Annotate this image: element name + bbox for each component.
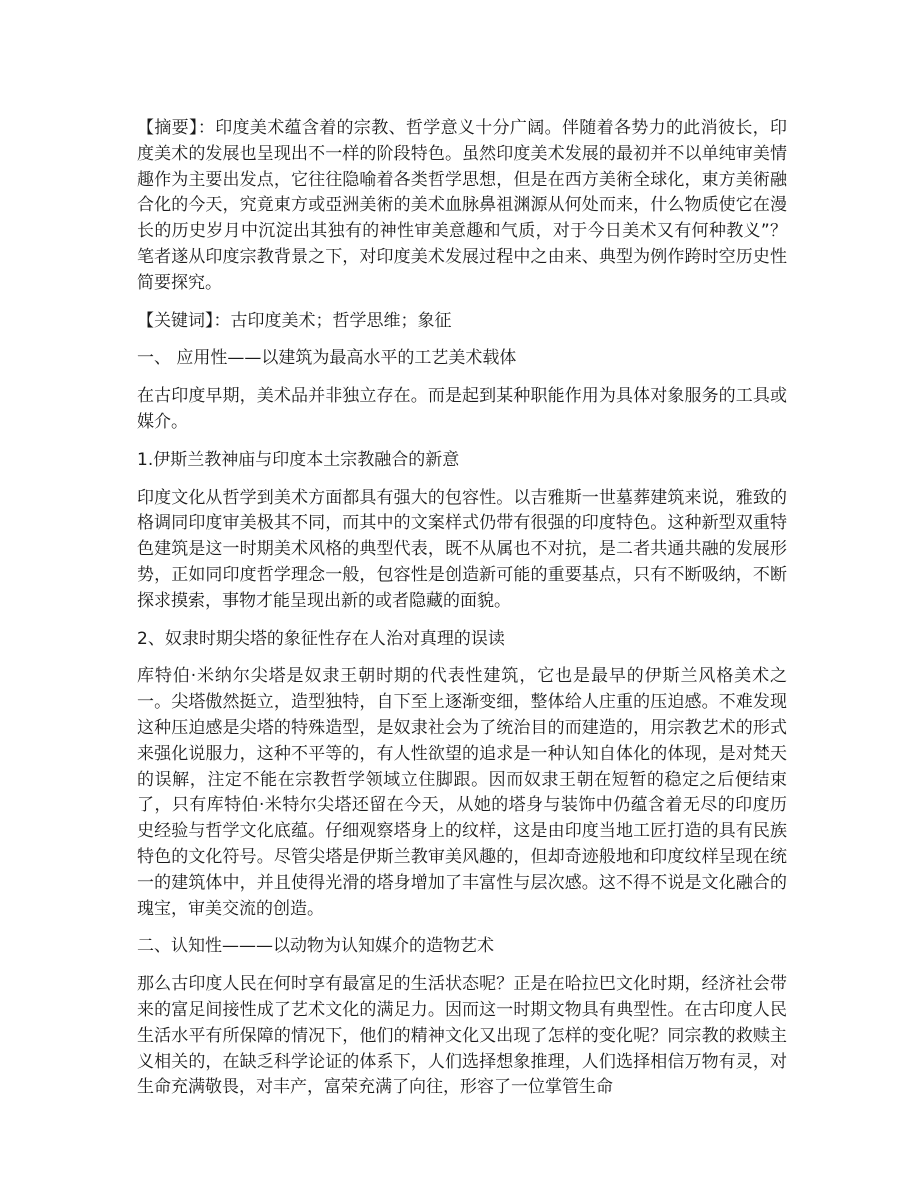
subsection-2-paragraph: 库特伯·米纳尔尖塔是奴隶王朝时期的代表性建筑，它也是最早的伊斯兰风格美术之一。尖塔傲然挺立，造型独特，自下至上逐渐变细，整体给人庄重的压迫感。不难发现这种压迫感是尖塔的特殊造型，是奴隶社会为了统治目的而建造的，用宗教艺术的形式来强化说服力，这种不平等的，有人性欲望的追求是一种认知自体化的体现，是对梵天的误解，注定不能在宗教哲学领域立住脚跟。因而奴隶王朝在短暂的稳定之后便结束了，只有库特伯·米特尔尖塔还留在今天，从她的塔身与装饰中仍蕴含着无尽的印度历史经验与哲学文化底蕴。仔细观察塔身上的纹样，这是由印度当地工匠打造的具有民族特色的文化符号。尽管尖塔是伊斯兰教审美风趣的，但却奇迹般地和印度纹样呈现在统一的建筑体中，并且使得光滑的塔身增加了丰富性与层次感。这不得不说是文化融合的瑰宝，审美交流的创造。 — [137, 666, 787, 919]
section-2-heading: 二、认知性———以动物为认知媒介的造物艺术 — [137, 936, 494, 957]
subsection-1-heading: 1.伊斯兰教神庙与印度本土宗教融合的新意 — [137, 449, 460, 470]
keywords-line: 【关键词】：古印度美术；哲学思维；象征 — [137, 310, 452, 331]
section-2-paragraph: 那么古印度人民在何时享有最富足的生活状态呢？正是在哈拉巴文化时期，经济社会带来的富足间接性成了艺术文化的满足力。因而这一时期文物具有典型性。在古印度人民生活水平有所保障的情况下，他们的精神文化又出现了怎样的变化呢？同宗教的救赎主义相关的，在缺乏科学论证的体系下，人们选择想象推理，人们选择相信万物有灵，对生命充满敬畏，对丰产，富荣充满了向往，形容了一位掌管生命 — [137, 974, 787, 1098]
abstract-paragraph: 【摘要】：印度美术蕴含着的宗教、哲学意义十分广阔。伴随着各势力的此消彼长，印度美术的发展也呈现出不一样的阶段特色。虽然印度美术发展的最初并不以单纯审美情趣作为主要出发点，它往往隐喻着各类哲学思想，但是在西方美術全球化，東方美術融合化的今天，究竟東方或亞洲美術的美术血脉鼻祖渊源从何处而来，什么物质使它在漫长的历史岁月中沉淀出其独有的神性审美意趣和气质，对于今日美术又有何种教义”？笔者遂从印度宗教背景之下，对印度美术发展过程中之由来、典型为例作跨时空历史性简要探究。 — [137, 118, 787, 293]
section-1-heading: 一、 应用性——以建筑为最高水平的工艺美术载体 — [137, 348, 517, 369]
subsection-2-heading: 2、奴隶时期尖塔的象征性存在人治对真理的误读 — [137, 628, 505, 649]
section-1-intro-paragraph: 在古印度早期，美术品并非独立存在。而是起到某种职能作用为具体对象服务的工具或媒介。 — [137, 386, 787, 432]
subsection-1-paragraph: 印度文化从哲学到美术方面都具有强大的包容性。以吉雅斯一世墓葬建筑来说，雅致的格调同印度审美极其不同，而其中的文案样式仍带有很强的印度特色。这种新型双重特色建筑是这一时期美术风格的典型代表，既不从属也不对抗，是二者共通共融的发展形势，正如同印度哲学理念一般，包容性是创造新可能的重要基点，只有不断吸纳，不断探求摸索，事物才能呈现出新的或者隐藏的面貌。 — [137, 487, 787, 611]
document-page — [137, 116, 787, 1113]
